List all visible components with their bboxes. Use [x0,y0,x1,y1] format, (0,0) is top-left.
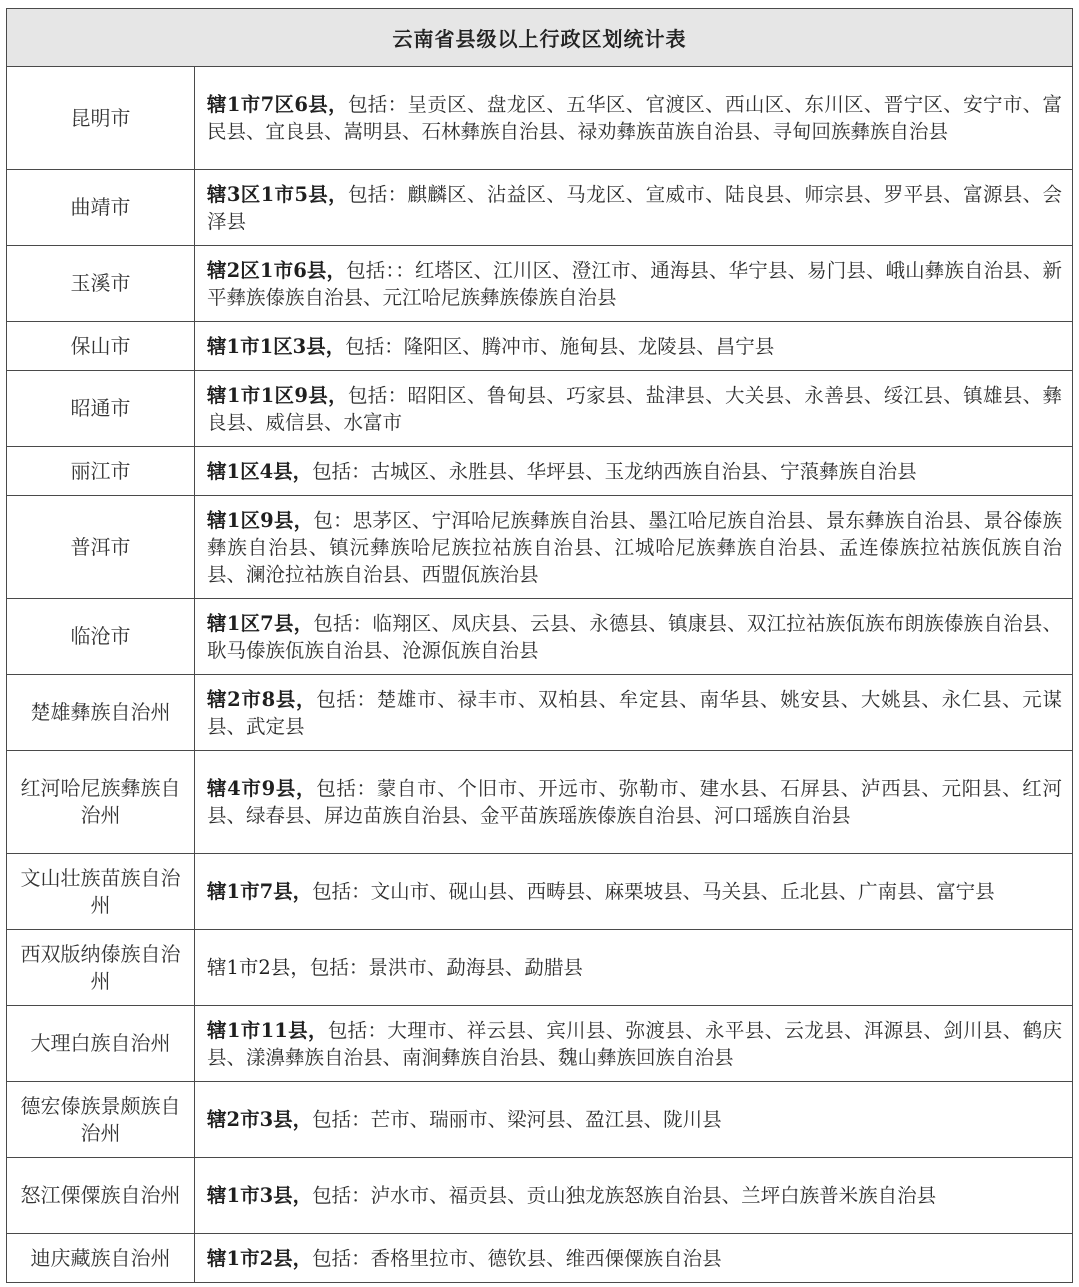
division-list: 包括：文山市、砚山县、西畴县、麻栗坡县、马关县、丘北县、广南县、富宁县 [312,880,995,903]
region-name: 大理白族自治州 [7,1006,195,1082]
region-detail [195,675,1073,751]
region-detail [195,599,1073,675]
region-name: 红河哈尼族彝族自治州 [7,751,195,854]
division-count: 辖1市7区6县， [207,93,348,116]
table-row [7,1006,1073,1082]
table-row [7,170,1073,246]
division-list: 包：思茅区、宁洱哈尼族彝族自治县、墨江哈尼族自治县、景东彝族自治县、景谷傣族彝族自治县、镇沅彝族哈尼族拉祜族自治县、江城哈尼族彝族自治县、孟连傣族拉祜族佤族自治县、澜沧拉祜族自治县、西盟佤族治县 [207,508,1062,586]
region-detail [195,371,1073,447]
region-detail [195,1006,1073,1082]
division-list: 包括：景洪市、勐海县、勐腊县 [309,956,583,979]
region-name: 西双版纳傣族自治州 [7,930,195,1006]
table-row [7,246,1073,322]
region-detail [195,854,1073,930]
division-list: 包括：呈贡区、盘龙区、五华区、官渡区、西山区、东川区、晋宁区、安宁市、富民县、宜良县、嵩明县、石林彝族自治县、禄劝彝族苗族自治县、寻甸回族彝族自治县 [207,93,1062,143]
table-title: 云南省县级以上行政区划统计表 [7,9,1073,67]
region-detail [195,1234,1073,1283]
table-row [7,447,1073,496]
table-row [7,854,1073,930]
region-detail [195,322,1073,371]
division-list: 包括：昭阳区、鲁甸县、巧家县、盐津县、大关县、永善县、绥江县、镇雄县、彝良县、威信县、水富市 [207,383,1062,434]
division-count: 辖3区1市5县， [207,182,348,206]
table-row [7,1082,1073,1158]
region-name: 保山市 [7,322,195,371]
division-list: 包括：：红塔区、江川区、澄江市、通海县、华宁县、易门县、峨山彝族自治县、新平彝族傣族自治县、元江哈尼族彝族傣族自治县 [207,258,1062,309]
division-list: 包括：麒麟区、沾益区、马龙区、宣威市、陆良县、师宗县、罗平县、富源县、会泽县 [207,182,1062,233]
admin-division-table [6,8,1073,1283]
division-list: 包括：隆阳区、腾冲市、施甸县、龙陵县、昌宁县 [345,334,775,358]
region-detail [195,1158,1073,1234]
table-title-row [7,9,1073,67]
division-count: 辖1市1区9县， [207,383,348,407]
region-name: 昆明市 [7,67,195,170]
division-count: 辖2区1市6县， [207,258,347,282]
division-count: 辖1市1区3县， [207,334,346,358]
table-row [7,675,1073,751]
table-row [7,371,1073,447]
division-list: 包括：楚雄市、禄丰市、双柏县、牟定县、南华县、姚安县、大姚县、永仁县、元谋县、武定县 [207,687,1062,738]
region-name: 怒江傈僳族自治州 [7,1158,195,1234]
region-detail [195,496,1073,599]
table-row [7,67,1073,170]
region-name: 曲靖市 [7,170,195,246]
division-list: 包括：泸水市、福贡县、贡山独龙族怒族自治县、兰坪白族普米族自治县 [312,1184,937,1207]
division-count: 辖1市2县， [207,956,310,979]
region-name: 丽江市 [7,447,195,496]
division-list: 包括：大理市、祥云县、宾川县、弥渡县、永平县、云龙县、洱源县、剑川县、鹤庆县、漾濞彝族自治县、南涧彝族自治县、魏山彝族回族自治县 [207,1018,1062,1069]
region-detail [195,1082,1073,1158]
division-list: 包括：蒙自市、个旧市、开远市、弥勒市、建水县、石屏县、泸西县、元阳县、红河县、绿春县、屏边苗族自治县、金平苗族瑶族傣族自治县、河口瑶族自治县 [207,777,1062,827]
region-detail [195,751,1073,854]
table-row [7,496,1073,599]
table-row [7,599,1073,675]
region-name: 德宏傣族景颇族自治州 [7,1082,195,1158]
region-detail [195,930,1073,1006]
region-detail [195,447,1073,496]
region-name: 文山壮族苗族自治州 [7,854,195,930]
division-count: 辖2市8县， [207,687,317,711]
region-name: 楚雄彝族自治州 [7,675,195,751]
division-list: 包括：香格里拉市、德钦县、维西傈僳族自治县 [312,1246,722,1270]
region-name: 昭通市 [7,371,195,447]
table-row [7,322,1073,371]
division-count: 辖1市3县， [207,1184,313,1207]
division-count: 辖4市9县， [207,777,317,800]
statistics-sheet [6,8,1072,1283]
region-detail [195,170,1073,246]
region-name: 临沧市 [7,599,195,675]
division-list: 包括：临翔区、凤庆县、云县、永德县、镇康县、双江拉祜族佤族布朗族傣族自治县、耿马傣族佤族自治县、沧源佤族自治县 [207,611,1062,662]
region-name: 迪庆藏族自治州 [7,1234,195,1283]
table-row [7,751,1073,854]
division-count: 辖1市11县， [207,1018,328,1042]
table-row [7,1158,1073,1234]
table-row [7,930,1073,1006]
division-count: 辖1市2县， [207,1246,313,1270]
region-detail [195,246,1073,322]
division-list: 包括：芒市、瑞丽市、梁河县、盈江县、陇川县 [312,1108,722,1131]
division-count: 辖1市7县， [207,880,313,903]
division-list: 包括：古城区、永胜县、华坪县、玉龙纳西族自治县、宁蒗彝族自治县 [312,459,917,483]
region-name: 玉溪市 [7,246,195,322]
division-count: 辖2市3县， [207,1108,313,1131]
division-count: 辖1区7县， [207,611,314,635]
table-row [7,1234,1073,1283]
division-count: 辖1区4县， [207,459,313,483]
region-detail [195,67,1073,170]
division-count: 辖1区9县， [207,508,314,532]
region-name: 普洱市 [7,496,195,599]
